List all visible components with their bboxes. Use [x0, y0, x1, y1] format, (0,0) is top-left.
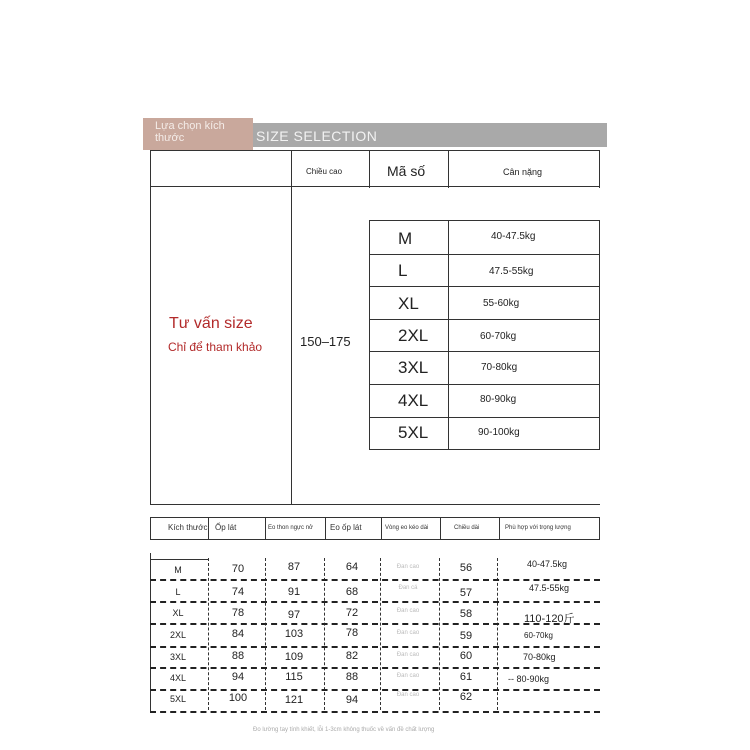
row-size: 4XL	[169, 673, 186, 683]
row-bust: 121	[284, 694, 304, 706]
row-length: 58	[459, 608, 473, 620]
col-fit: Phù hợp với trọng lượng	[505, 525, 571, 531]
header-weight: Cân nặng	[503, 167, 543, 177]
col-hem: Vòng eo kéo dài	[385, 525, 429, 531]
height-range: 150–175	[300, 334, 351, 349]
size-code-l: L	[398, 261, 408, 280]
row-fit: 110-120斤	[524, 613, 575, 625]
header-height: Chiều cao	[306, 167, 343, 176]
row-fit: 70-80kg	[523, 652, 556, 662]
row-hem: Đan cá	[398, 585, 418, 591]
row-size: 2XL	[169, 630, 186, 640]
row-waist: 88	[345, 671, 359, 683]
size-code-m: M	[398, 229, 413, 248]
row-cover: 78	[231, 607, 245, 619]
weight-4xl: 80-90kg	[480, 394, 517, 405]
col-bust: Eo thon ngực nở	[268, 525, 313, 531]
row-size: L	[175, 587, 181, 597]
banner-en-title: SIZE SELECTION	[256, 128, 378, 144]
measurement-note: Đo lường tay tính khiết, lỗi 1-3cm không thuốc về vấn đề chất lượng	[253, 727, 435, 733]
row-cover: 88	[231, 650, 245, 662]
row-hem: Đan cao	[396, 630, 420, 636]
row-cover: 84	[231, 628, 245, 640]
row-cover: 74	[231, 586, 245, 598]
advice-title: Tư vấn size	[169, 315, 253, 332]
row-size: XL	[172, 608, 184, 618]
col-size: Kích thước	[168, 523, 208, 532]
row-hem: Đan cao	[396, 564, 420, 570]
size-code-2xl: 2XL	[398, 326, 429, 345]
row-length: 59	[459, 630, 473, 642]
row-fit: 60-70kg	[524, 631, 553, 640]
row-waist: 72	[345, 607, 359, 619]
row-size: M	[174, 565, 182, 575]
row-hem: Đan cao	[396, 673, 420, 679]
size-code-xl: XL	[398, 294, 419, 313]
row-bust: 103	[284, 628, 304, 640]
row-hem: Đan cao	[396, 652, 420, 658]
row-cover: 70	[231, 563, 245, 575]
advice-note: Chỉ để tham khảo	[168, 340, 263, 354]
row-fit: 47.5-55kg	[529, 583, 570, 593]
row-hem: Đan cao	[396, 692, 420, 698]
row-waist: 94	[345, 694, 359, 706]
size-code-3xl: 3XL	[398, 358, 429, 377]
row-waist: 68	[345, 586, 359, 598]
row-fit: 40-47.5kg	[527, 559, 568, 569]
row-bust: 115	[285, 671, 303, 683]
row-length: 57	[459, 587, 473, 599]
weight-3xl: 70-80kg	[481, 362, 518, 373]
row-bust: 97	[287, 609, 301, 621]
col-cover: Ốp lát	[215, 523, 237, 532]
col-length: Chiều dài	[454, 525, 480, 531]
row-length: 60	[459, 650, 473, 662]
row-waist: 82	[345, 650, 359, 662]
weight-xl: 55-60kg	[483, 298, 520, 309]
row-bust: 87	[287, 561, 301, 573]
row-cover: 94	[231, 671, 245, 683]
row-size: 5XL	[169, 694, 186, 704]
row-fit: -- 80-90kg	[508, 674, 550, 684]
row-waist: 78	[345, 627, 359, 639]
row-hem: Đan cao	[396, 608, 420, 614]
col-waist: Eo ốp lát	[330, 523, 362, 532]
row-bust: 109	[284, 651, 304, 663]
row-length: 61	[459, 671, 473, 683]
row-length: 62	[459, 691, 473, 703]
row-length: 56	[459, 562, 473, 574]
size-code-4xl: 4XL	[398, 391, 429, 410]
row-bust: 91	[287, 586, 301, 598]
row-waist: 64	[345, 561, 359, 573]
weight-2xl: 60-70kg	[480, 331, 517, 342]
weight-m: 40-47.5kg	[491, 231, 536, 242]
banner-vn-title: Lựa chọn kích thước	[155, 120, 225, 144]
header-code: Mã số	[387, 163, 426, 179]
row-cover: 100	[228, 692, 248, 704]
size-code-5xl: 5XL	[398, 423, 429, 442]
weight-5xl: 90-100kg	[478, 427, 520, 438]
weight-l: 47.5-55kg	[489, 266, 534, 277]
row-size: 3XL	[169, 652, 186, 662]
